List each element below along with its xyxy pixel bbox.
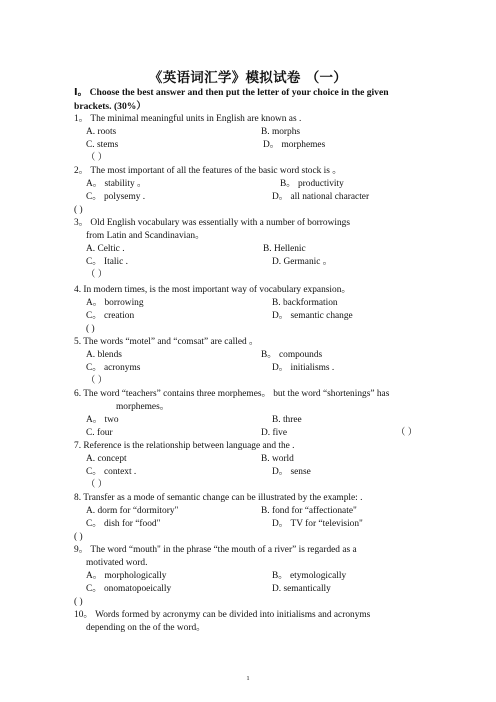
question-9-text: 9。 The word “mouth" in the phrase “the mouth of a river” is regarded as a	[74, 545, 357, 555]
question-7-option-d: D。 sense	[272, 467, 311, 477]
question-4-option-d: D。 semantic change	[272, 311, 353, 321]
question-3-option-b: B. Hellenic	[263, 244, 306, 254]
question-2-option-c: C。 polysemy .	[86, 192, 146, 202]
question-1-option-c: C. stems	[86, 140, 119, 150]
question-9-option-c: C。 onomatopoeically	[86, 584, 172, 594]
question-8-answer-bracket[interactable]: ( )	[74, 532, 83, 542]
question-9-option-a: A。 morphologically	[86, 571, 167, 581]
question-4-option-c: C。 creation	[86, 311, 135, 321]
question-4-option-a: A。 borrowing	[86, 298, 144, 308]
question-8-option-a: A. dorm for “dormitory"	[86, 506, 179, 516]
question-4-answer-bracket[interactable]: ( )	[86, 324, 95, 334]
question-8-option-c: C。 dish for “food"	[86, 519, 161, 529]
question-7-answer-bracket[interactable]: （ ）	[86, 480, 108, 490]
question-3-text: 3。 Old English vocabulary was essentially with a number of borrowings	[74, 218, 350, 228]
question-3-text-line2: from Latin and Scandinavian。	[86, 231, 205, 241]
question-1-text: 1。 The minimal meaningful units in English are known as .	[74, 114, 302, 124]
question-3-option-a: A. Celtic .	[86, 244, 125, 254]
section-number: I。	[74, 87, 88, 98]
question-6-option-a: A。 two	[86, 415, 119, 425]
question-2-option-b: B。 productivity	[280, 179, 344, 189]
question-9-answer-bracket[interactable]: ( )	[74, 597, 83, 607]
question-7-option-a: A. concept	[86, 454, 127, 464]
question-2-option-a: A。 stability 。	[86, 179, 147, 189]
question-3-option-d: D. Germanic 。	[272, 257, 333, 267]
question-5-option-b: B。 compounds	[261, 350, 323, 360]
question-5-answer-bracket[interactable]: （ ）	[86, 376, 108, 386]
question-8-option-d: D。 TV for “television"	[272, 519, 363, 529]
question-6-option-d: D. five	[261, 428, 288, 438]
question-6-side-bracket[interactable]: （ ）	[396, 428, 418, 438]
page-number: 1	[246, 675, 250, 682]
question-6-text-line2: morphemes。	[116, 402, 170, 412]
question-5-option-c: C。 acronyms	[86, 363, 141, 373]
question-8-option-b: B. fond for “affectionate"	[261, 506, 357, 516]
question-1-option-d: D。 morphemes	[263, 140, 326, 150]
question-7-text: 7. Reference is the relationship between language and the .	[74, 441, 295, 451]
question-3-answer-bracket[interactable]: （ ）	[86, 270, 108, 280]
question-6-option-c: C. four	[86, 428, 113, 438]
question-5-text: 5. The words “motel” and “comsat” are called 。	[74, 337, 259, 347]
section-heading	[74, 86, 419, 113]
question-9-text-line2: motivated word.	[86, 558, 148, 568]
question-4-option-b: B. backformation	[272, 298, 338, 308]
question-2-answer-bracket[interactable]: ( )	[74, 205, 83, 215]
question-1-option-a: A. roots	[86, 127, 117, 137]
question-4-text: 4. In modern times, is the most important way of vocabulary expansion。	[74, 285, 351, 295]
section-instruction: Choose the best answer and then put the letter of your choice in the given brackets. (30%）	[74, 87, 389, 112]
question-1-answer-bracket[interactable]: （ ）	[86, 153, 108, 163]
question-9-option-b: B。 etymologically	[272, 571, 347, 581]
question-5-option-a: A. blends	[86, 350, 122, 360]
question-10-text-line2: depending on the of the word。	[86, 623, 206, 633]
question-2-option-d: D。 all national character	[272, 192, 370, 202]
question-6-option-b: B. three	[272, 415, 302, 425]
question-8-text: 8. Transfer as a mode of semantic change can be illustrated by the example: .	[74, 493, 363, 503]
page-title: 《英语词汇学》模拟试卷 （一）	[148, 70, 348, 86]
question-10-text: 10。 Words formed by acronymy can be divided into initialisms and acronyms	[74, 610, 371, 620]
question-7-option-b: B. world	[261, 454, 294, 464]
question-7-option-c: C。 context .	[86, 467, 137, 477]
question-2-text: 2。 The most important of all the features of the basic word stock is 。	[74, 166, 342, 176]
question-5-option-d: D。 initialisms .	[272, 363, 335, 373]
question-6-text: 6. The word “teachers” contains three morphemes。 but the word “shortenings” has	[74, 389, 390, 399]
question-3-option-c: C。 Italic .	[86, 257, 128, 267]
question-1-option-b: B. morphs	[261, 127, 301, 137]
question-9-option-d: D. semantically	[272, 584, 331, 594]
